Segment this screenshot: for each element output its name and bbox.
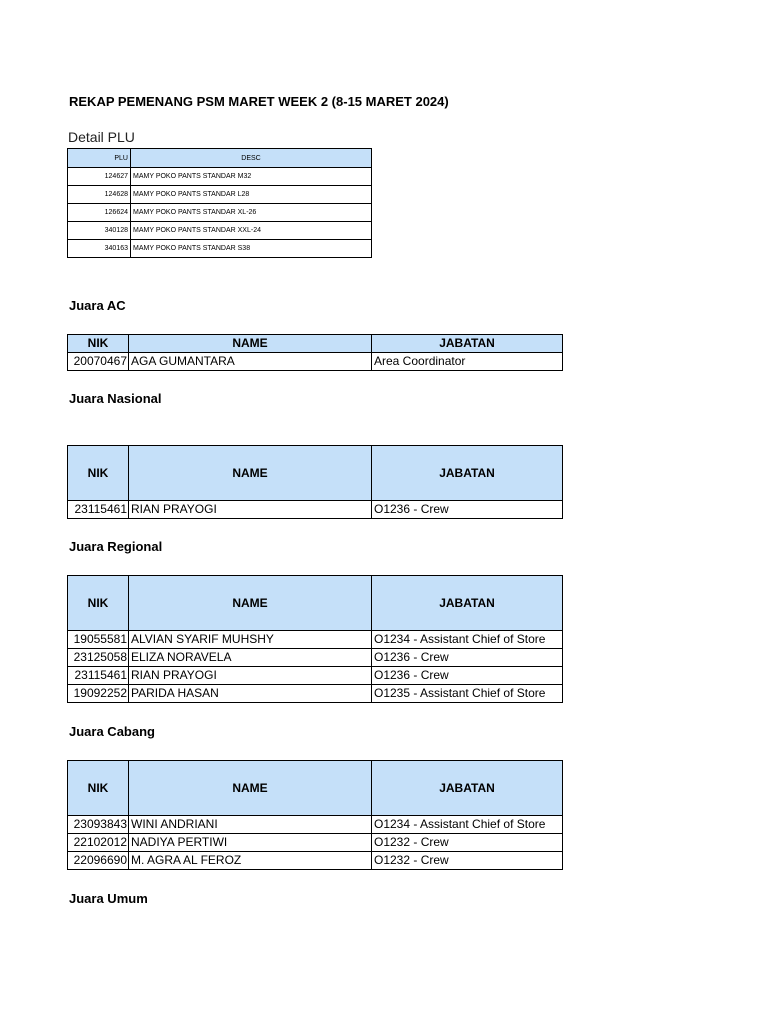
plu-row — [68, 204, 372, 222]
name-cell: RIAN PRAYOGI — [129, 501, 372, 519]
nik-cell: 19055581 — [68, 631, 129, 649]
plu-header-row — [68, 149, 372, 168]
juara-regional-heading: Juara Regional — [69, 539, 163, 554]
juara-umum-heading: Juara Umum — [69, 891, 148, 906]
name-cell: NADIYA PERTIWI — [129, 834, 372, 852]
desc-cell: MAMY POKO PANTS STANDAR L28 — [131, 186, 372, 204]
juara-nasional-heading: Juara Nasional — [69, 391, 162, 406]
juara-cabang-body — [68, 816, 563, 870]
plu-section-heading: Detail PLU — [68, 129, 135, 145]
table-header-row — [68, 761, 563, 816]
name-column-header: NAME — [129, 446, 372, 501]
jabatan-column-header: JABATAN — [372, 446, 563, 501]
desc-cell: MAMY POKO PANTS STANDAR S38 — [131, 240, 372, 258]
jabatan-column-header: JABATAN — [372, 335, 563, 353]
juara-regional-body — [68, 631, 563, 703]
nik-cell: 22096690 — [68, 852, 129, 870]
plu-table — [67, 148, 372, 258]
name-column-header: NAME — [129, 761, 372, 816]
jabatan-column-header: JABATAN — [372, 576, 563, 631]
jabatan-cell: O1235 - Assistant Chief of Store — [372, 685, 563, 703]
jabatan-cell: O1236 - Crew — [372, 649, 563, 667]
winner-row — [68, 501, 563, 519]
plu-cell: 340128 — [68, 222, 131, 240]
nik-cell: 20070467 — [68, 353, 129, 371]
name-column-header: NAME — [129, 576, 372, 631]
juara-nasional-body — [68, 501, 563, 519]
table-header-row — [68, 335, 563, 353]
table-header-row — [68, 576, 563, 631]
name-cell: PARIDA HASAN — [129, 685, 372, 703]
juara-regional-table — [67, 575, 563, 703]
jabatan-cell: O1236 - Crew — [372, 667, 563, 685]
juara-cabang-table — [67, 760, 563, 870]
nik-column-header: NIK — [68, 761, 129, 816]
nik-cell: 19092252 — [68, 685, 129, 703]
jabatan-cell: O1232 - Crew — [372, 852, 563, 870]
winner-row — [68, 667, 563, 685]
name-cell: ALVIAN SYARIF MUHSHY — [129, 631, 372, 649]
plu-cell: 124627 — [68, 168, 131, 186]
desc-cell: MAMY POKO PANTS STANDAR XXL-24 — [131, 222, 372, 240]
name-cell: ELIZA NORAVELA — [129, 649, 372, 667]
winner-row — [68, 353, 563, 371]
winner-row — [68, 685, 563, 703]
plu-row — [68, 186, 372, 204]
juara-ac-body — [68, 353, 563, 371]
table-header-row — [68, 446, 563, 501]
plu-row — [68, 240, 372, 258]
plu-column-header: PLU — [68, 149, 131, 168]
jabatan-cell: O1232 - Crew — [372, 834, 563, 852]
jabatan-cell: Area Coordinator — [372, 353, 563, 371]
jabatan-column-header: JABATAN — [372, 761, 563, 816]
nik-cell: 23093843 — [68, 816, 129, 834]
nik-column-header: NIK — [68, 335, 129, 353]
winner-row — [68, 834, 563, 852]
plu-cell: 126624 — [68, 204, 131, 222]
desc-column-header: DESC — [131, 149, 372, 168]
nik-cell: 23115461 — [68, 667, 129, 685]
nik-cell: 22102012 — [68, 834, 129, 852]
winner-row — [68, 852, 563, 870]
juara-ac-table — [67, 334, 563, 371]
document-title: REKAP PEMENANG PSM MARET WEEK 2 (8-15 MARET 2024) — [69, 94, 449, 109]
juara-ac-heading: Juara AC — [69, 298, 126, 313]
desc-cell: MAMY POKO PANTS STANDAR XL-26 — [131, 204, 372, 222]
plu-row — [68, 168, 372, 186]
winner-row — [68, 816, 563, 834]
winner-row — [68, 649, 563, 667]
name-cell: M. AGRA AL FEROZ — [129, 852, 372, 870]
plu-table-body — [68, 168, 372, 258]
plu-cell: 124628 — [68, 186, 131, 204]
name-cell: AGA GUMANTARA — [129, 353, 372, 371]
jabatan-cell: O1234 - Assistant Chief of Store — [372, 631, 563, 649]
nik-cell: 23115461 — [68, 501, 129, 519]
name-cell: WINI ANDRIANI — [129, 816, 372, 834]
name-cell: RIAN PRAYOGI — [129, 667, 372, 685]
jabatan-cell: O1236 - Crew — [372, 501, 563, 519]
nik-column-header: NIK — [68, 576, 129, 631]
juara-cabang-heading: Juara Cabang — [69, 724, 155, 739]
juara-nasional-table — [67, 445, 563, 519]
desc-cell: MAMY POKO PANTS STANDAR M32 — [131, 168, 372, 186]
name-column-header: NAME — [129, 335, 372, 353]
jabatan-cell: O1234 - Assistant Chief of Store — [372, 816, 563, 834]
plu-row — [68, 222, 372, 240]
nik-column-header: NIK — [68, 446, 129, 501]
plu-cell: 340163 — [68, 240, 131, 258]
winner-row — [68, 631, 563, 649]
nik-cell: 23125058 — [68, 649, 129, 667]
